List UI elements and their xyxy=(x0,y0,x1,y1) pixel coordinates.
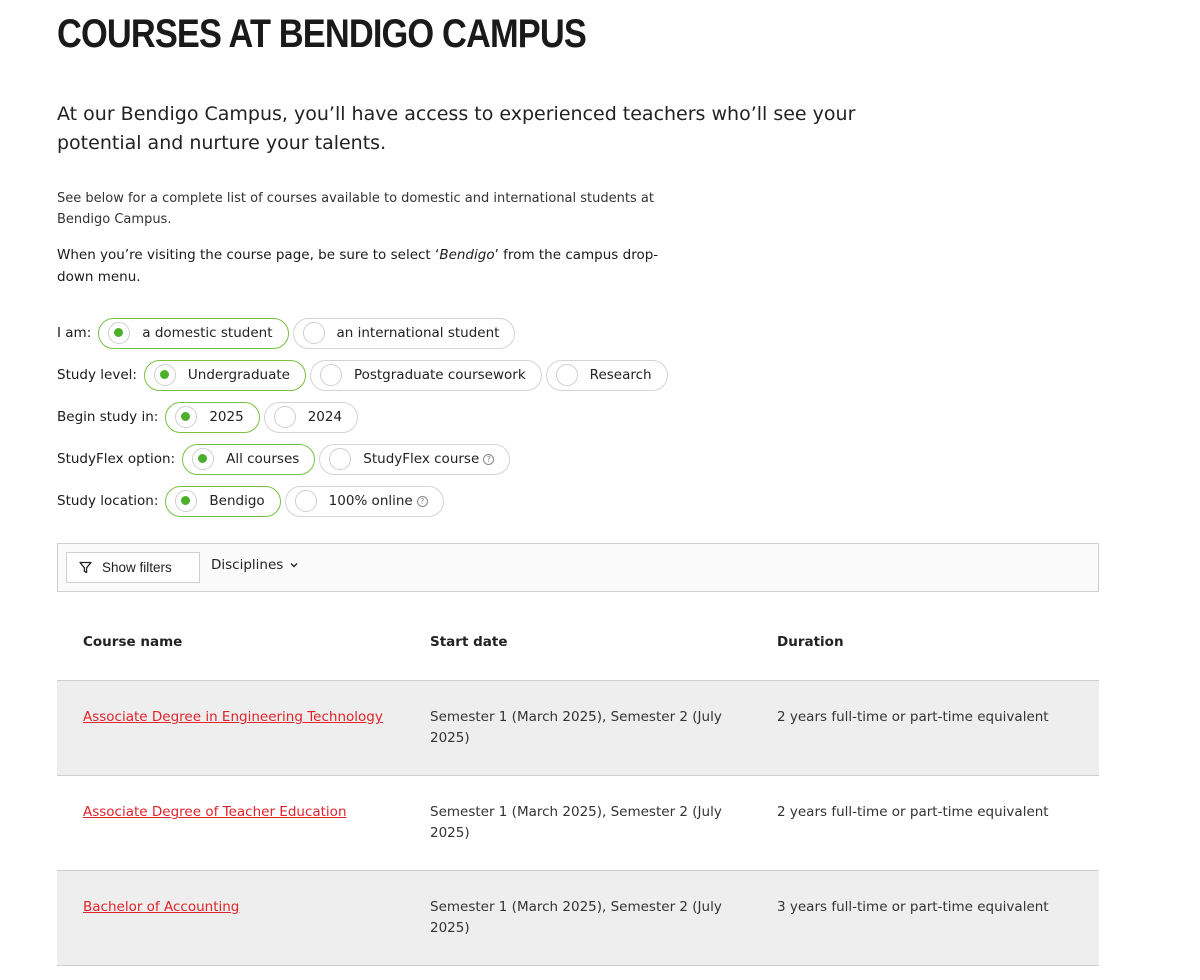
option-online[interactable] xyxy=(285,486,444,517)
campus-note-italic: Bendigo xyxy=(439,247,495,263)
filter-label: Study level: xyxy=(57,367,137,383)
header-start-date: Start date xyxy=(430,634,508,650)
table-row xyxy=(57,776,1099,871)
filter-icon xyxy=(79,561,92,574)
radio-unchecked[interactable] xyxy=(274,406,296,428)
duration-cell: 3 years full-time or part-time equivalent xyxy=(777,899,1049,915)
table-row xyxy=(57,871,1099,966)
radio-unchecked[interactable] xyxy=(303,322,325,344)
campus-note-after: ’ from the campus drop-down menu. xyxy=(57,247,659,285)
description-text: See below for a complete list of courses available to domestic and international students at Bendigo Campus. xyxy=(57,191,654,227)
radio-checked[interactable] xyxy=(175,490,197,512)
filter-studyflex xyxy=(57,443,514,475)
help-icon[interactable]: ? xyxy=(483,454,494,465)
option-label: Undergraduate xyxy=(187,367,290,383)
filter-begin-study xyxy=(57,401,362,433)
radio-unchecked[interactable] xyxy=(320,364,342,386)
campus-note-before: When you’re visiting the course page, be sure to select ‘ xyxy=(57,247,440,263)
option-label: Research xyxy=(589,367,652,383)
help-icon[interactable]: ? xyxy=(417,496,428,507)
header-course-name: Course name xyxy=(83,634,183,650)
option-2024[interactable] xyxy=(264,402,358,433)
radio-unchecked[interactable] xyxy=(556,364,578,386)
option-all-courses[interactable] xyxy=(182,444,315,475)
radio-checked[interactable] xyxy=(175,406,197,428)
option-studyflex-course[interactable] xyxy=(319,444,510,475)
filter-study-level xyxy=(57,359,672,391)
chevron-down-icon xyxy=(289,560,299,570)
course-table xyxy=(57,612,1099,966)
option-bendigo[interactable] xyxy=(165,486,280,517)
option-international-student[interactable] xyxy=(293,318,516,349)
start-date-cell: Semester 1 (March 2025), Semester 2 (July 2025) xyxy=(430,899,722,936)
option-label: a domestic student xyxy=(142,325,273,341)
option-label: Postgraduate coursework xyxy=(353,367,526,383)
course-link[interactable]: Bachelor of Accounting xyxy=(83,899,240,915)
option-label: All courses xyxy=(226,451,300,467)
option-label: Bendigo xyxy=(209,493,265,509)
lead-text: At our Bendigo Campus, you’ll have access to experienced teachers who’ll see your potential and nurture your talents. xyxy=(57,103,856,154)
course-link[interactable]: Associate Degree in Engineering Technology xyxy=(83,709,383,725)
option-2025[interactable] xyxy=(165,402,259,433)
campus-note xyxy=(57,244,677,288)
option-label: StudyFlex course xyxy=(363,451,480,467)
option-label: an international student xyxy=(336,325,500,341)
disciplines-dropdown[interactable] xyxy=(211,557,299,573)
header-duration: Duration xyxy=(777,634,844,650)
table-row xyxy=(57,681,1099,776)
start-date-cell: Semester 1 (March 2025), Semester 2 (July 2025) xyxy=(430,709,722,746)
option-undergraduate[interactable] xyxy=(144,360,306,391)
filter-label: Study location: xyxy=(57,493,159,509)
show-filters-button[interactable] xyxy=(66,552,200,583)
filter-location xyxy=(57,485,448,517)
radio-unchecked[interactable] xyxy=(295,490,317,512)
radio-checked[interactable] xyxy=(154,364,176,386)
radio-checked[interactable] xyxy=(192,448,214,470)
filter-i-am xyxy=(57,317,519,349)
filter-label: StudyFlex option: xyxy=(57,451,176,467)
duration-cell: 2 years full-time or part-time equivalent xyxy=(777,709,1049,725)
show-filters-label: Show filters xyxy=(102,560,172,575)
duration-cell: 2 years full-time or part-time equivalent xyxy=(777,804,1049,820)
option-label: 100% online xyxy=(328,493,413,509)
filter-label: Begin study in: xyxy=(57,409,159,425)
option-research[interactable] xyxy=(546,360,668,391)
option-label: 2025 xyxy=(209,409,244,425)
option-postgraduate-coursework[interactable] xyxy=(310,360,542,391)
table-header xyxy=(57,612,1099,681)
filter-label: I am: xyxy=(57,325,92,341)
radio-unchecked[interactable] xyxy=(329,448,351,470)
filter-toolbar xyxy=(57,543,1099,592)
start-date-cell: Semester 1 (March 2025), Semester 2 (July 2025) xyxy=(430,804,722,841)
disciplines-label: Disciplines xyxy=(211,557,284,573)
course-link[interactable]: Associate Degree of Teacher Education xyxy=(83,804,347,820)
page-title: COURSES AT BENDIGO CAMPUS xyxy=(57,12,586,56)
radio-checked[interactable] xyxy=(108,322,130,344)
option-label: 2024 xyxy=(307,409,343,425)
option-domestic-student[interactable] xyxy=(98,318,288,349)
